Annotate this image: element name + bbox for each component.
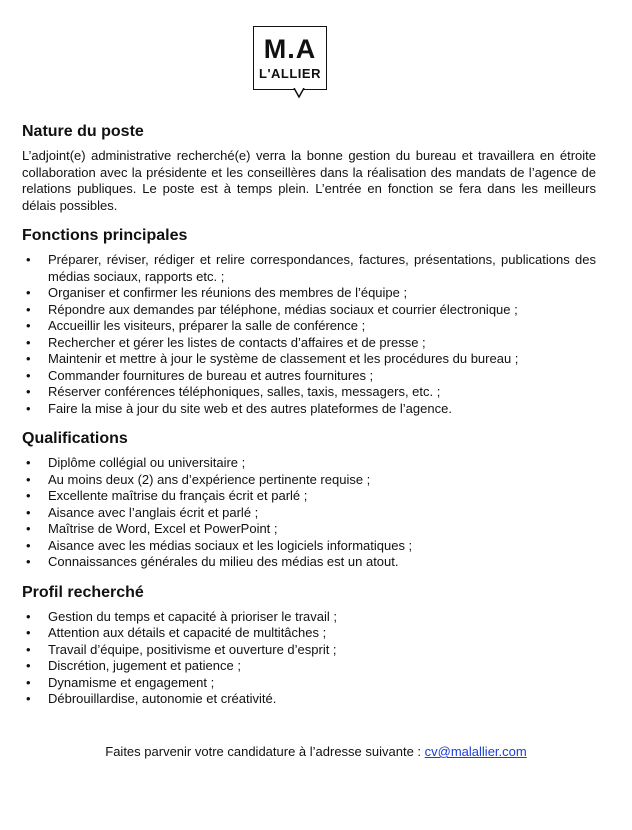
- bullet-icon: •: [26, 400, 31, 416]
- list-item: [22, 285, 596, 302]
- list-item: [22, 318, 596, 335]
- email-link[interactable]: cv@malallier.com: [424, 744, 527, 759]
- bullet-icon: •: [26, 471, 31, 487]
- fonctions-list: [22, 252, 596, 417]
- list-item-text: Aisance avec l’anglais écrit et parlé ;: [48, 504, 259, 520]
- list-item-text: Maintenir et mettre à jour le système de classement et les procédures du bureau ;: [48, 351, 519, 366]
- list-item: [22, 384, 596, 401]
- bullet-icon: •: [26, 537, 31, 553]
- bullet-icon: •: [26, 674, 31, 690]
- section-title-fonctions: Fonctions principales: [22, 227, 188, 244]
- footer-text: Faites parvenir votre candidature à l’adresse suivante :: [105, 744, 425, 759]
- bullet-icon: •: [26, 367, 31, 383]
- list-item-text: Commander fournitures de bureau et autres fournitures ;: [48, 367, 374, 383]
- section-title-qualifications: Qualifications: [22, 430, 128, 447]
- list-item-text: Discrétion, jugement et patience ;: [48, 658, 241, 673]
- bullet-icon: •: [26, 351, 31, 366]
- section-title-nature: Nature du poste: [22, 123, 144, 140]
- list-item: [22, 642, 596, 659]
- bullet-icon: •: [26, 658, 31, 673]
- list-item: [22, 401, 596, 418]
- list-item-text: Attention aux détails et capacité de multitâches ;: [48, 625, 327, 640]
- list-item: [22, 488, 596, 505]
- list-item: [22, 505, 596, 522]
- list-item-text: Au moins deux (2) ans d’expérience pertinente requise ;: [48, 471, 371, 487]
- logo-initials: M.A: [263, 34, 317, 64]
- job-posting: [22, 122, 596, 720]
- list-item: [22, 455, 596, 472]
- section-title-profil: Profil recherché: [22, 583, 144, 601]
- list-item-text: Préparer, réviser, rédiger et relire correspondances, factures, présentations, publications des médias sociaux, rapports etc. ;: [48, 252, 596, 284]
- logo-name: L'ALLIER: [259, 66, 321, 81]
- bullet-icon: •: [26, 318, 31, 333]
- list-item: [22, 658, 596, 675]
- list-item-text: Dynamisme et engagement ;: [48, 674, 215, 690]
- profil-list: [22, 609, 596, 708]
- list-item: [22, 302, 596, 319]
- bullet-icon: •: [26, 554, 31, 569]
- list-item: [22, 675, 596, 692]
- list-item-text: Aisance avec les médias sociaux et les logiciels informatiques ;: [48, 537, 413, 553]
- list-item-text: Travail d’équipe, positivisme et ouverture d’esprit ;: [48, 641, 337, 657]
- list-item: [22, 625, 596, 642]
- bullet-icon: •: [26, 301, 31, 317]
- list-item: [22, 335, 596, 352]
- bullet-icon: •: [26, 252, 31, 267]
- list-item-text: Excellente maîtrise du français écrit et parlé ;: [48, 488, 308, 503]
- nature-text: L’adjoint(e) administrative recherché(e) verra la bonne gestion du bureau et travaillera en étroite collaboration avec la présidente et les conseillères dans la réalisation des mandats de l’agence de relations publiques. Le poste est à temps plein. L’entrée en fonction se fera dans les meilleurs délais possibles.: [22, 148, 596, 213]
- bullet-icon: •: [26, 625, 31, 640]
- list-item: [22, 351, 596, 368]
- list-item: [22, 538, 596, 555]
- list-item-text: Réserver conférences téléphoniques, salles, taxis, messagers, etc. ;: [48, 384, 441, 399]
- bullet-icon: •: [26, 334, 31, 350]
- list-item-text: Organiser et confirmer les réunions des membres de l’équipe ;: [48, 285, 408, 300]
- list-item-text: Répondre aux demandes par téléphone, médias sociaux et courrier électronique ;: [48, 301, 518, 317]
- bullet-icon: •: [26, 641, 31, 657]
- list-item: [22, 252, 596, 285]
- list-item: [22, 368, 596, 385]
- company-logo: [253, 26, 329, 102]
- list-item: [22, 472, 596, 489]
- bullet-icon: •: [26, 608, 31, 624]
- list-item-text: Diplôme collégial ou universitaire ;: [48, 455, 246, 470]
- logo-box: [253, 26, 327, 90]
- list-item-text: Faire la mise à jour du site web et des autres plateformes de l’agence.: [48, 400, 452, 416]
- list-item: [22, 554, 596, 571]
- bullet-icon: •: [26, 285, 31, 300]
- list-item: [22, 691, 596, 708]
- bullet-icon: •: [26, 691, 31, 706]
- list-item-text: Connaissances générales du milieu des médias est un atout.: [48, 554, 399, 569]
- bullet-icon: •: [26, 488, 31, 503]
- bullet-icon: •: [26, 455, 31, 470]
- bullet-icon: •: [26, 521, 31, 536]
- list-item: [22, 521, 596, 538]
- list-item-text: Rechercher et gérer les listes de contacts d’affaires et de presse ;: [48, 334, 426, 350]
- list-item-text: Maîtrise de Word, Excel et PowerPoint ;: [48, 521, 278, 536]
- qualifications-list: [22, 455, 596, 571]
- bullet-icon: •: [26, 504, 31, 520]
- list-item-text: Accueillir les visiteurs, préparer la salle de conférence ;: [48, 318, 366, 333]
- list-item: [22, 609, 596, 626]
- list-item-text: Débrouillardise, autonomie et créativité.: [48, 691, 277, 706]
- list-item-text: Gestion du temps et capacité à prioriser le travail ;: [48, 608, 338, 624]
- bullet-icon: •: [26, 384, 31, 399]
- application-footer: [0, 744, 632, 760]
- logo-speech-tail-icon: [293, 88, 307, 100]
